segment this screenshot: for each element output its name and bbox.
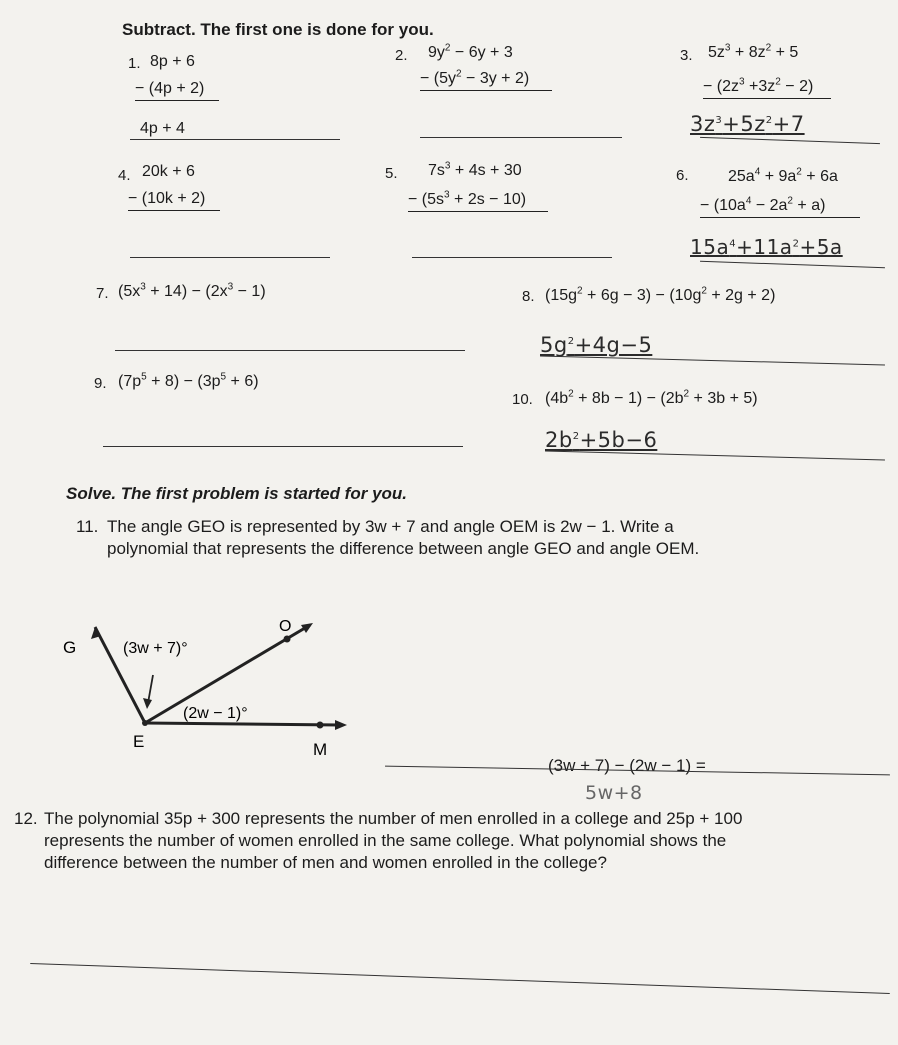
question-number: 12. — [14, 809, 38, 828]
angle-geo-label: (3w + 7)° — [123, 640, 188, 657]
subtrahend: − $(2z^3 +3z^2 - 2)$ — [703, 78, 831, 99]
question-text: The polynomial 35p + 300 represents the number of men enrolled in a college and 25p + 100 represents the number of women enrolled in the same college. What polynomial shows the difference between the number of men and women enrolled in the college? — [44, 809, 743, 872]
pointer-arrowhead — [143, 698, 152, 709]
problem-number: 5. — [385, 165, 398, 182]
subtrahend: − $(10a^4 - 2a^2 + a)$ — [700, 197, 860, 218]
angle-diagram — [55, 605, 375, 780]
answer-line[interactable] — [420, 137, 622, 138]
label-o: O — [279, 618, 292, 635]
minuend: 8p + 6 — [150, 53, 195, 70]
expression: $(5x^3 + 14) - (2x^3 - 1)$ — [118, 281, 266, 300]
vertex-e — [142, 720, 148, 726]
handwritten-answer: $2b^2+5b-6$ — [545, 428, 658, 452]
point-m — [317, 722, 324, 729]
answer-line[interactable] — [540, 355, 885, 365]
answer-line[interactable] — [412, 257, 612, 258]
expression: $(7p^5 + 8) - (3p^5 + 6)$ — [118, 371, 259, 390]
answer-line[interactable] — [700, 137, 880, 144]
minuend: $25a^4 + 9a^2 + 6a$ — [728, 166, 838, 185]
question-text: The angle GEO is represented by 3w + 7 and angle OEM is 2w − 1. Write a polynomial that represents the difference between angle GEO and angle OEM. — [107, 517, 700, 558]
section-1-title: Subtract. The first one is done for you. — [122, 20, 434, 39]
ray-em — [145, 723, 340, 725]
answer: 4p + 4 — [140, 120, 185, 137]
work-expression: (3w + 7) − (2w − 1) = — [548, 756, 706, 775]
problem-number: 2. — [395, 47, 408, 64]
subtrahend: − $(5s^3 + 2s - 10)$ — [408, 191, 548, 212]
angle-oem-label: (2w − 1)° — [183, 705, 248, 722]
answer-line[interactable] — [130, 257, 330, 258]
answer-line[interactable] — [30, 963, 890, 994]
arrowhead-m — [335, 720, 347, 730]
minuend: $9y^2 - 6y + 3$ — [428, 42, 513, 61]
answer-line[interactable] — [115, 350, 465, 351]
subtrahend: − $(5y^2 - 3y + 2)$ — [420, 70, 552, 91]
handwritten-answer: 5w+8 — [585, 782, 643, 804]
problem-number: 8. — [522, 288, 535, 305]
problem-number: 9. — [94, 375, 107, 392]
question-number: 11. — [76, 517, 99, 536]
problem-number: 1. — [128, 55, 141, 72]
problem-number: 3. — [680, 47, 693, 64]
minuend: $5z^3 + 8z^2 + 5$ — [708, 42, 799, 61]
answer-line[interactable] — [130, 139, 340, 140]
point-o — [284, 636, 291, 643]
answer-line[interactable] — [700, 261, 885, 268]
answer-line[interactable] — [103, 446, 463, 447]
handwritten-answer: $5g^2+4g-5$ — [540, 333, 653, 357]
handwritten-answer: $3z^3+5z^2+7$ — [690, 112, 805, 136]
label-g: G — [63, 638, 77, 657]
problem-number: 10. — [512, 391, 533, 408]
problem-number: 6. — [676, 167, 689, 184]
minuend: $7s^3 + 4s + 30$ — [428, 160, 522, 179]
section-2-title: Solve. The first problem is started for you. — [66, 484, 408, 503]
angle-pointer — [148, 675, 153, 703]
label-e: E — [133, 732, 145, 751]
handwritten-answer: $15a^4+11a^2+5a$ — [690, 235, 843, 259]
expression: $(15g^2 + 6g - 3) - (10g^2 + 2g + 2)$ — [545, 285, 776, 304]
answer-line[interactable] — [545, 451, 885, 461]
minuend: 20k + 6 — [142, 163, 195, 180]
problem-number: 7. — [96, 285, 109, 302]
expression: $(4b^2 + 8b - 1) - (2b^2 + 3b + 5)$ — [545, 388, 758, 407]
subtrahend: − (10k + 2) — [128, 190, 220, 211]
label-m: M — [313, 740, 328, 759]
subtrahend: − (4p + 2) — [135, 80, 219, 101]
problem-number: 4. — [118, 167, 131, 184]
